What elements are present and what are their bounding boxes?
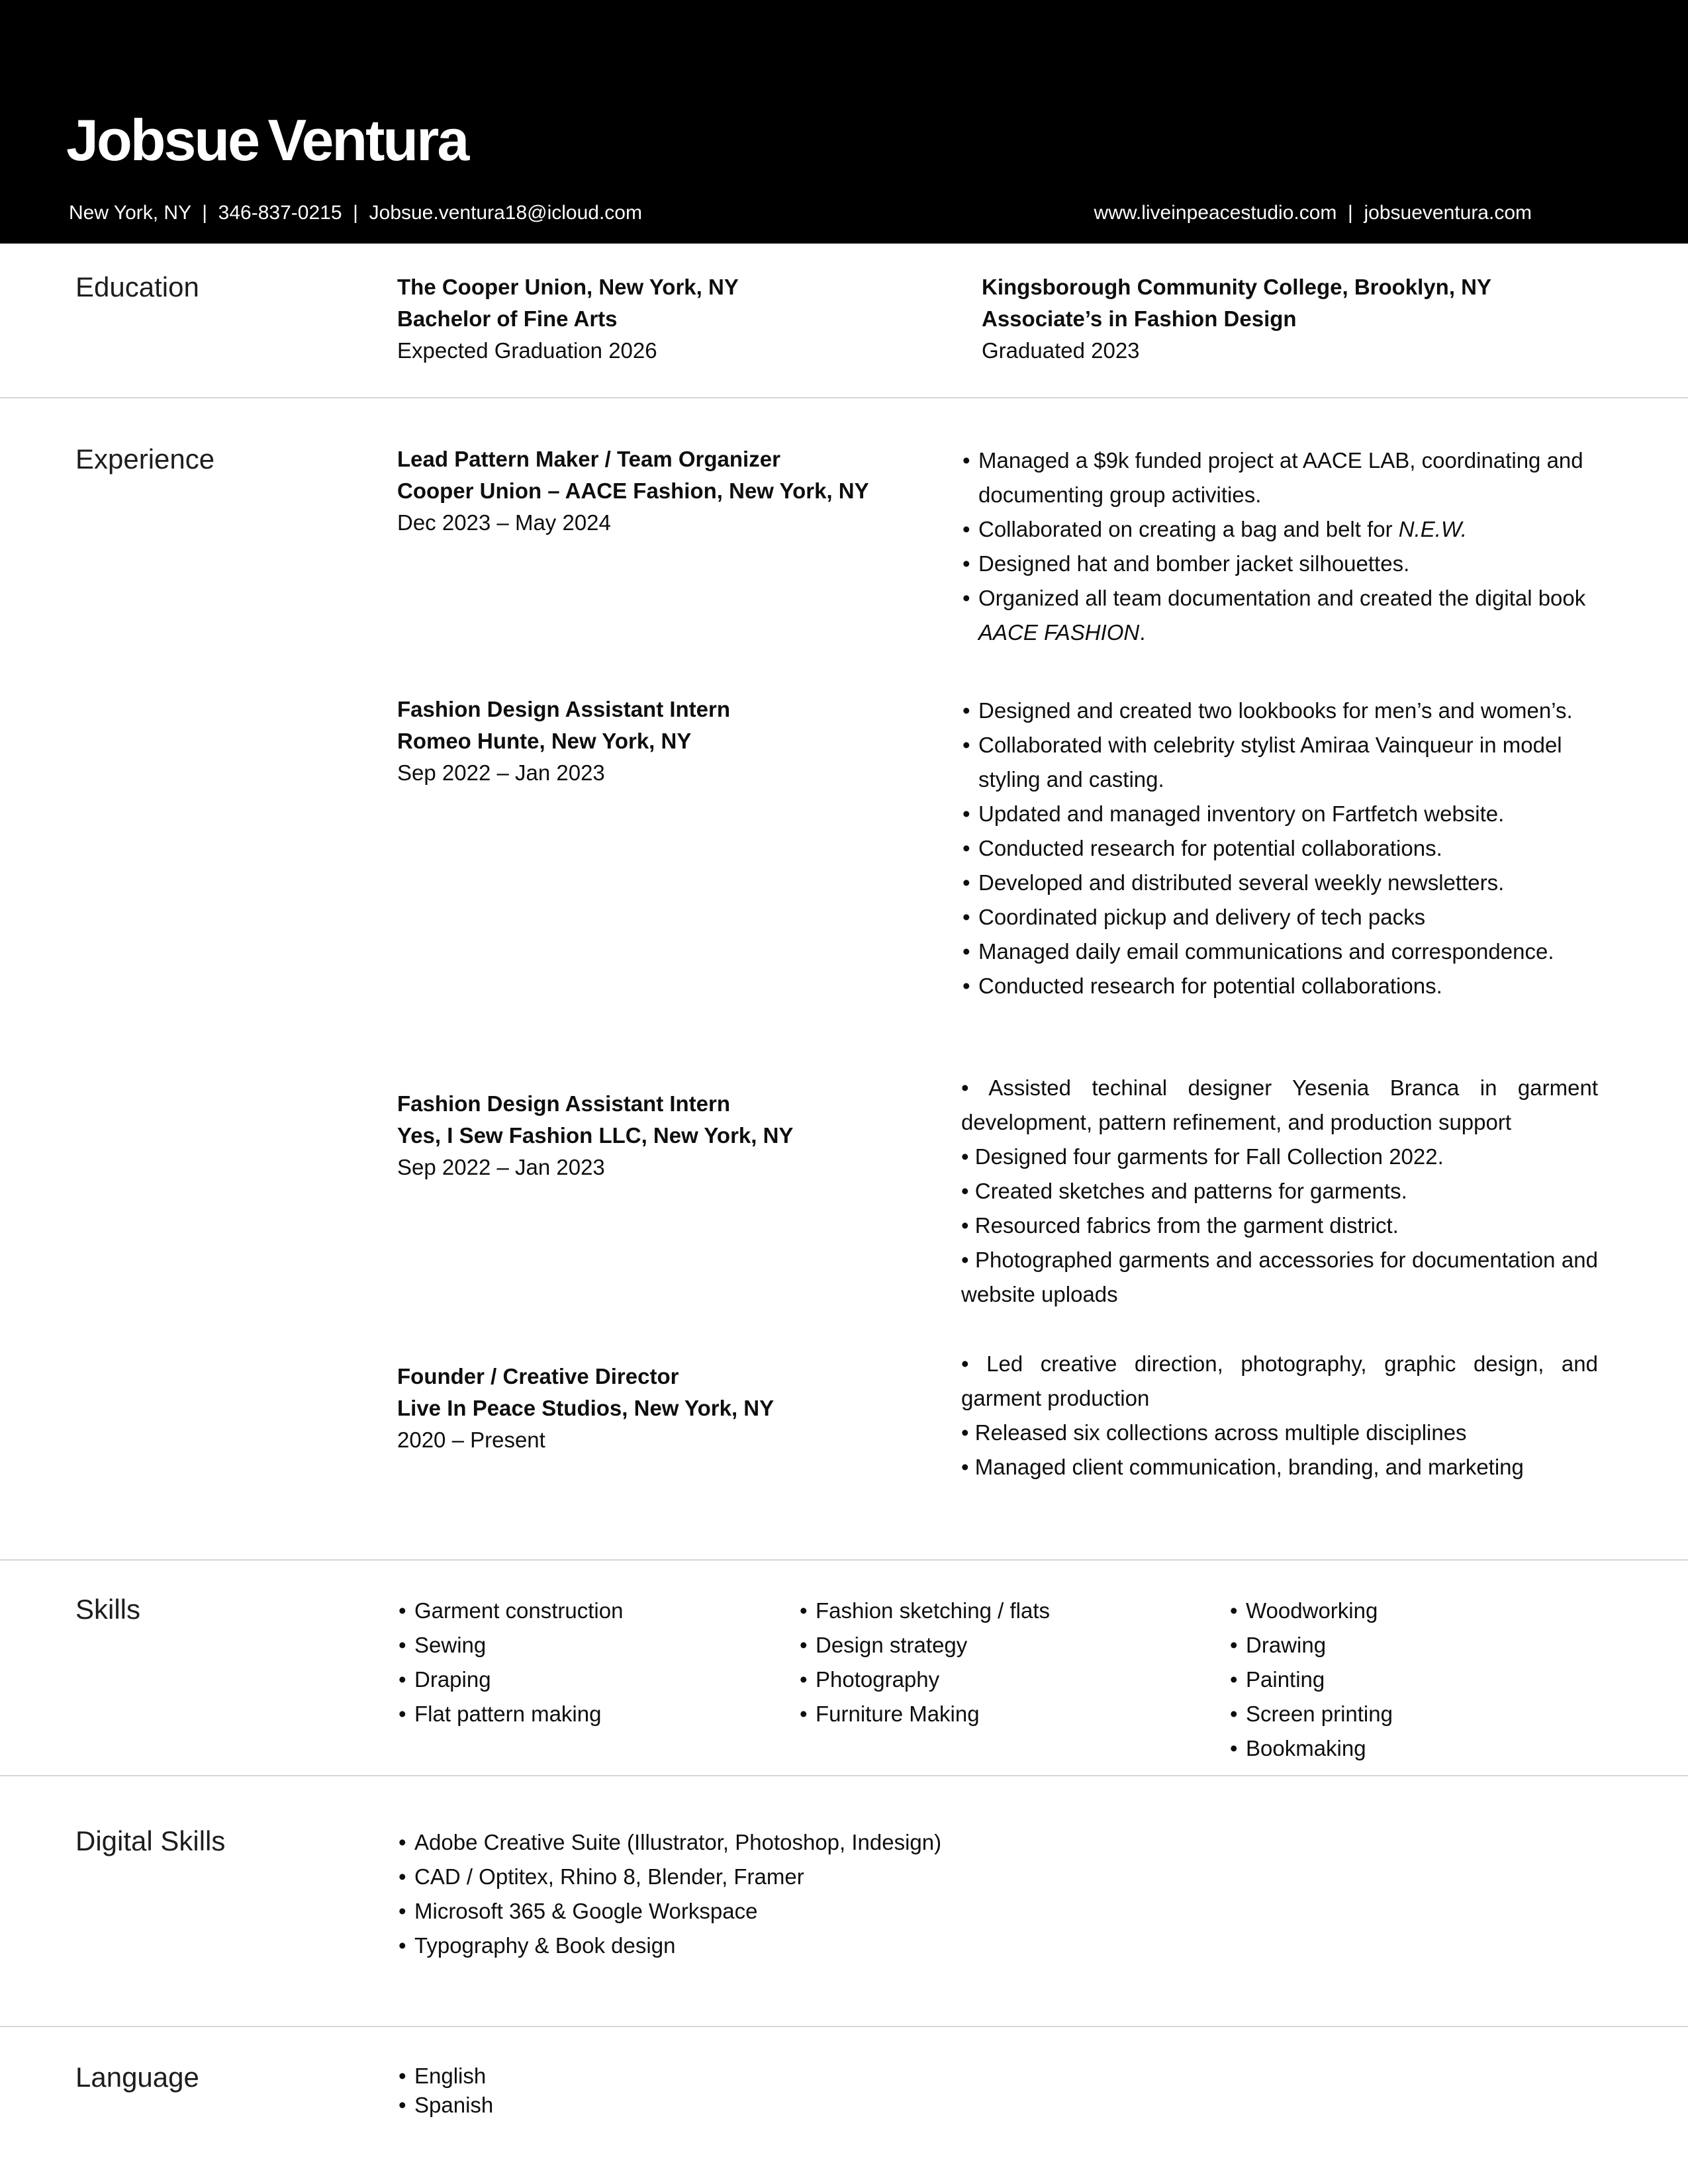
graduation-date: Expected Graduation 2026 (397, 338, 657, 363)
experience-bullet-list (961, 694, 1598, 1003)
bullet-text: Organized all team documentation and created the digital book (978, 586, 1586, 610)
skills-column (397, 1594, 798, 1766)
language-item: • English (397, 2062, 1602, 2091)
digital-skills-label-column (0, 1825, 397, 1857)
language-label-column (0, 2062, 397, 2093)
skill-item: • Woodworking (1229, 1594, 1602, 1628)
bullet-italic: N.E.W. (1398, 517, 1468, 541)
education-entry (397, 271, 982, 367)
bullet: • Conducted research for potential collaborations. (961, 969, 1598, 1003)
bullet (961, 512, 1598, 547)
graduation-date: Graduated 2023 (982, 338, 1140, 363)
resume-header (0, 0, 1688, 244)
bullet: • Assisted techinal designer Yesenia Branca in garment development, pattern refinement, and production support (961, 1071, 1598, 1140)
language-list (397, 2062, 1602, 2120)
skill-item: • Draping (397, 1662, 798, 1697)
digital-skill-item: • Adobe Creative Suite (Illustrator, Photoshop, Indesign) (397, 1825, 1602, 1860)
bullet: • Designed hat and bomber jacket silhouettes. (961, 547, 1598, 581)
skill-item: • Fashion sketching / flats (798, 1594, 1229, 1628)
job-title: Founder / Creative Director (397, 1364, 679, 1388)
job-dates: Sep 2022 – Jan 2023 (397, 760, 605, 785)
digital-skills-label: Digital Skills (75, 1825, 226, 1856)
bullet: • Managed a $9k funded project at AACE LAB, coordinating and documenting group activities. (961, 443, 1598, 512)
language-label: Language (75, 2062, 199, 2093)
job-title: Fashion Design Assistant Intern (397, 697, 731, 721)
job-org: Live In Peace Studios, New York, NY (397, 1396, 774, 1420)
bullet: • Led creative direction, photography, graphic design, and garment production (961, 1347, 1598, 1416)
bullet: • Designed four garments for Fall Collection 2022. (961, 1140, 1598, 1174)
language-content (397, 2062, 1688, 2120)
job-dates: Sep 2022 – Jan 2023 (397, 1155, 605, 1179)
bullet-italic: AACE FASHION (978, 620, 1140, 645)
school-name: The Cooper Union, New York, NY (397, 275, 739, 299)
skill-item: • Bookmaking (1229, 1731, 1602, 1766)
language-section (0, 2026, 1688, 2184)
bullet: • Managed client communication, branding, and marketing (961, 1450, 1598, 1484)
bullet: • Designed and created two lookbooks for men’s and women’s. (961, 694, 1598, 728)
bullet: • Photographed garments and accessories for documentation and website uploads (961, 1243, 1598, 1312)
bullet-text: . (1139, 620, 1146, 645)
experience-entry-head (397, 1361, 961, 1484)
job-title: Fashion Design Assistant Intern (397, 1091, 731, 1116)
education-section (0, 244, 1688, 397)
experience-entry (397, 443, 1602, 650)
experience-entry-head (397, 443, 961, 650)
bullet: • Conducted research for potential collaborations. (961, 831, 1598, 866)
bullet: • Created sketches and patterns for garments. (961, 1174, 1598, 1208)
bullet-text: Collaborated on creating a bag and belt for (978, 517, 1399, 541)
skills-label: Skills (75, 1594, 141, 1625)
skill-item: • Sewing (397, 1628, 798, 1662)
contact-info-left: New York, NY | 346-837-0215 | Jobsue.ventura18@icloud.com (69, 202, 642, 224)
education-entry (982, 271, 1602, 367)
job-org: Romeo Hunte, New York, NY (397, 729, 692, 753)
bullet: • Resourced fabrics from the garment district. (961, 1208, 1598, 1243)
digital-skills-content (397, 1825, 1688, 1963)
skill-item: • Design strategy (798, 1628, 1229, 1662)
bullet: • Updated and managed inventory on Fartfetch website. (961, 797, 1598, 831)
experience-label-column (0, 443, 397, 475)
skill-item: • Drawing (1229, 1628, 1602, 1662)
skill-item: • Photography (798, 1662, 1229, 1697)
education-content (397, 271, 1688, 367)
bullet: • Collaborated with celebrity stylist Amiraa Vainqueur in model styling and casting. (961, 728, 1598, 797)
skill-item: • Screen printing (1229, 1697, 1602, 1731)
skill-item: • Painting (1229, 1662, 1602, 1697)
experience-content (397, 443, 1688, 1484)
education-label: Education (75, 271, 199, 302)
experience-entry-head (397, 1088, 961, 1312)
job-org: Yes, I Sew Fashion LLC, New York, NY (397, 1123, 794, 1148)
school-name: Kingsborough Community College, Brooklyn, NY (982, 275, 1492, 299)
job-dates: 2020 – Present (397, 1428, 545, 1452)
digital-skills-list (397, 1825, 1602, 1963)
job-dates: Dec 2023 – May 2024 (397, 510, 611, 535)
skills-content (397, 1594, 1688, 1766)
skill-item: • Furniture Making (798, 1697, 1229, 1731)
bullet: • Managed daily email communications and correspondence. (961, 934, 1598, 969)
skills-column (1229, 1594, 1602, 1766)
language-item: • Spanish (397, 2091, 1602, 2120)
skill-item: • Garment construction (397, 1594, 798, 1628)
degree: Associate’s in Fashion Design (982, 306, 1297, 331)
experience-entry (397, 1351, 1602, 1484)
skill-item: • Flat pattern making (397, 1697, 798, 1731)
education-label-column (0, 271, 397, 303)
degree: Bachelor of Fine Arts (397, 306, 618, 331)
digital-skill-item: • Typography & Book design (397, 1929, 1602, 1963)
candidate-name: Jobsue Ventura (66, 107, 468, 173)
experience-bullet-list (961, 443, 1598, 650)
experience-label: Experience (75, 443, 215, 475)
digital-skill-item: • Microsoft 365 & Google Workspace (397, 1894, 1602, 1929)
job-title: Lead Pattern Maker / Team Organizer (397, 447, 780, 471)
bullet: • Developed and distributed several weekly newsletters. (961, 866, 1598, 900)
bullet (961, 581, 1598, 650)
bullet: • Released six collections across multiple disciplines (961, 1416, 1598, 1450)
skills-label-column (0, 1594, 397, 1625)
contact-info-right: www.liveinpeacestudio.com | jobsueventura.com (1094, 202, 1532, 224)
experience-entry (397, 694, 1602, 1003)
experience-entry (397, 1075, 1602, 1312)
skills-column (798, 1594, 1229, 1766)
job-org: Cooper Union – AACE Fashion, New York, NY (397, 478, 869, 503)
skills-section (0, 1559, 1688, 1775)
contact-row (69, 201, 1532, 225)
experience-bullet-list (961, 1071, 1598, 1312)
digital-skill-item: • CAD / Optitex, Rhino 8, Blender, Framer (397, 1860, 1602, 1894)
digital-skills-section (0, 1775, 1688, 2026)
experience-bullet-list (961, 1347, 1598, 1484)
experience-section (0, 397, 1688, 1559)
experience-entry-head (397, 694, 961, 1003)
bullet: • Coordinated pickup and delivery of tech packs (961, 900, 1598, 934)
